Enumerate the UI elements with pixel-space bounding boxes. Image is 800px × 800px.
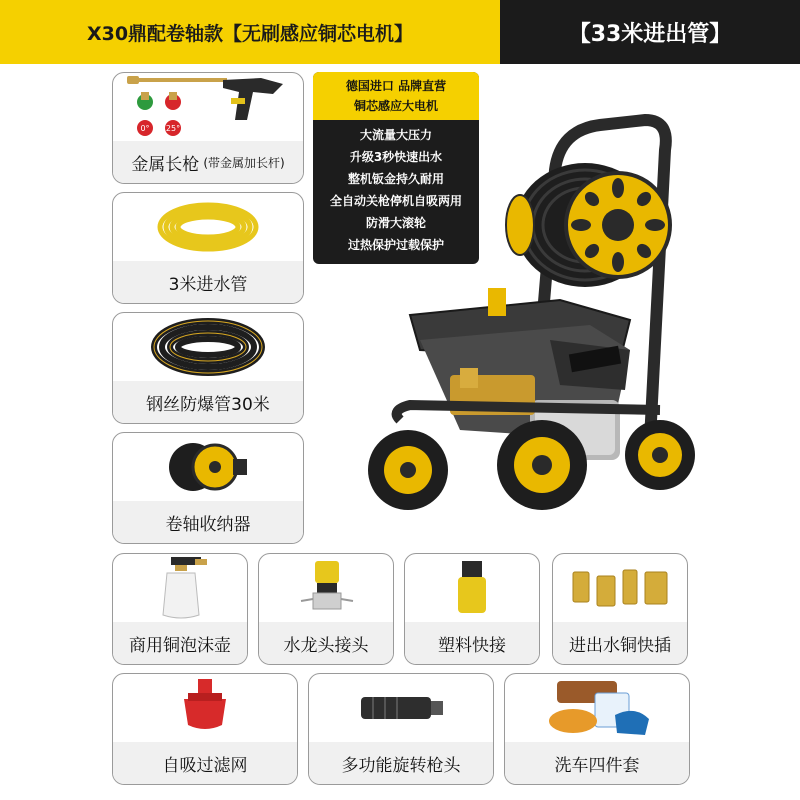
- hose-reel-icon: [113, 433, 303, 501]
- accessory-card-copper-plugs: [552, 553, 688, 665]
- feature-item: 升级3秒快速出水: [349, 150, 443, 164]
- accessory-label: 洗车四件套: [505, 742, 689, 784]
- feature-item: 过热保护过载保护: [347, 238, 444, 252]
- accessory-card-rotating-nozzle: [308, 673, 494, 785]
- accessory-label: 自吸过滤网: [113, 742, 297, 784]
- plastic-quick-connector-icon: [405, 554, 539, 622]
- copper-quick-plugs-icon: [553, 554, 687, 622]
- hose-length-title: 【33米进出管】: [500, 0, 800, 64]
- accessory-label-subtext: (带金属加长杆): [203, 155, 285, 170]
- nozzle-angle-label: 25°: [165, 124, 181, 133]
- feature-item: 防滑大滚轮: [365, 216, 426, 230]
- feature-header-line1: 德国进口 品牌直营: [345, 79, 447, 93]
- faucet-connector-icon: [259, 554, 393, 622]
- suction-filter-icon: [113, 674, 297, 742]
- accessory-label: 钢丝防爆管30米: [113, 381, 303, 423]
- accessory-card-inlet-hose: [112, 192, 304, 304]
- feature-item: 整机钣金持久耐用: [347, 172, 444, 186]
- yellow-hose-icon: [113, 193, 303, 261]
- accessory-card-faucet-connector: [258, 553, 394, 665]
- accessory-card-suction-filter: [112, 673, 298, 785]
- black-hose-icon: [113, 313, 303, 381]
- nozzle-angle-label: 0°: [140, 124, 150, 133]
- accessory-label-text: 金属长枪: [131, 154, 200, 175]
- car-wash-kit-icon: [505, 674, 689, 742]
- accessory-label: 塑料快接: [405, 622, 539, 664]
- accessory-card-plastic-connector: [404, 553, 540, 665]
- accessory-card-foam-pot: [112, 553, 248, 665]
- accessory-label: 水龙头接头: [259, 622, 393, 664]
- accessory-label: 进出水铜快插: [553, 622, 687, 664]
- feature-item: 全自动关枪停机自吸两用: [329, 194, 462, 208]
- accessory-label: [113, 141, 303, 183]
- feature-header-line2: 铜芯感应大电机: [353, 99, 438, 113]
- spray-gun-icon: [113, 73, 303, 141]
- rotating-nozzle-icon: [309, 674, 493, 742]
- accessory-label: 卷轴收纳器: [113, 501, 303, 543]
- feature-item: 大流量大压力: [359, 128, 432, 142]
- accessory-card-steel-hose: [112, 312, 304, 424]
- accessory-card-car-wash-kit: [504, 673, 690, 785]
- accessory-label: 3米进水管: [113, 261, 303, 303]
- accessory-label: 多功能旋转枪头: [309, 742, 493, 784]
- foam-pot-icon: [113, 554, 247, 622]
- accessory-card-spray-gun: [112, 72, 304, 184]
- pressure-washer-icon: [360, 110, 700, 530]
- product-title: X30鼎配卷轴款【无刷感应铜芯电机】: [0, 0, 500, 64]
- accessory-label: 商用铜泡沫壶: [113, 622, 247, 664]
- accessory-card-hose-reel: [112, 432, 304, 544]
